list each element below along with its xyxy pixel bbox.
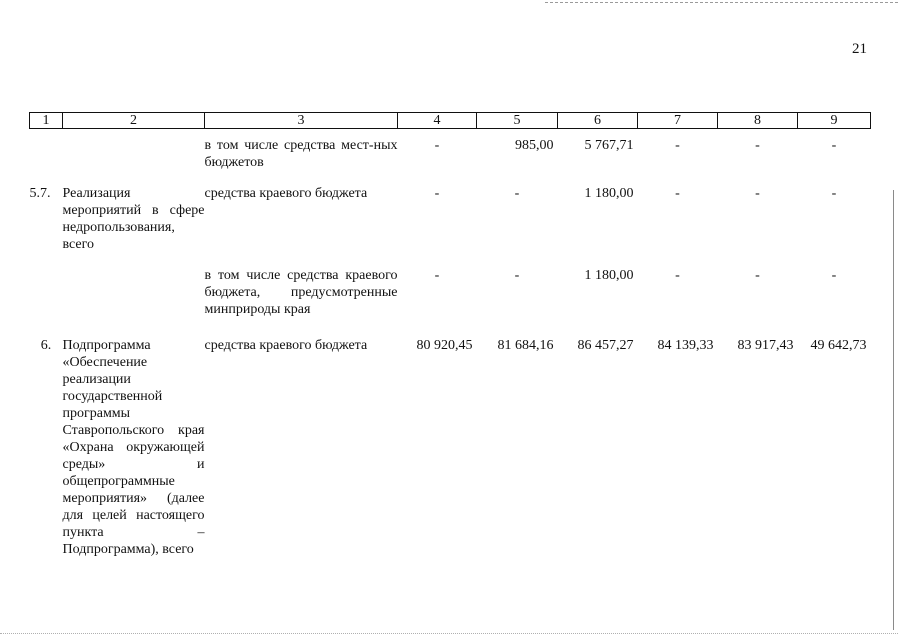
value-cell: - xyxy=(434,268,440,283)
funding-source: в том числе средства краевого бюджета, предусмотренные минприроды края xyxy=(204,268,398,317)
value-cell: - xyxy=(675,268,680,283)
column-header: 6 xyxy=(558,113,638,129)
value-cell: - xyxy=(831,268,837,283)
value-cell: 1 180,00 xyxy=(584,268,634,283)
row-name xyxy=(63,137,205,171)
value-cell: - xyxy=(434,138,440,153)
row-name xyxy=(63,267,205,318)
value-cell: 5 767,71 xyxy=(584,138,634,153)
column-header: 1 xyxy=(30,113,63,129)
row-number: 5.7. xyxy=(29,186,51,201)
table-row xyxy=(30,337,871,558)
value-cell: - xyxy=(675,186,680,201)
value-cell: - xyxy=(434,186,440,201)
scan-edge-right xyxy=(893,190,894,630)
value-cell: - xyxy=(675,138,680,153)
row-number xyxy=(30,137,63,171)
row-name: Подпрограмма «Обеспечение реализации государственной программы Ставропольского края «Охрана окружающей среды» и общепрограммные мероприятия» (далее для целей настоящего пункта – Подпрограмма), всего xyxy=(62,338,205,557)
funding-source: средства краевого бюджета xyxy=(204,186,368,201)
column-header: 9 xyxy=(798,113,871,129)
funding-source: в том числе средства мест-ных бюджетов xyxy=(204,138,398,170)
column-header: 4 xyxy=(398,113,477,129)
table-row xyxy=(30,137,871,171)
value-cell: - xyxy=(755,186,760,201)
column-number-row xyxy=(30,113,871,129)
value-cell: 49 642,73 xyxy=(810,338,867,353)
row-number xyxy=(30,267,63,318)
column-header: 3 xyxy=(205,113,398,129)
column-header: 8 xyxy=(718,113,798,129)
funding-source: средства краевого бюджета xyxy=(204,338,368,353)
table-row xyxy=(30,267,871,318)
value-cell: 83 917,43 xyxy=(737,338,794,353)
column-header: 7 xyxy=(638,113,718,129)
value-cell: - xyxy=(514,186,520,201)
scan-edge-bottom xyxy=(0,633,898,634)
value-cell: 84 139,33 xyxy=(657,338,714,353)
value-cell: 86 457,27 xyxy=(577,338,634,353)
table-row xyxy=(30,185,871,253)
row-number: 6. xyxy=(40,338,52,353)
row-name: Реализация мероприятий в сфере недропользования, всего xyxy=(62,186,205,252)
budget-table xyxy=(29,112,871,558)
value-cell: 81 684,16 xyxy=(497,338,554,353)
scan-edge-top xyxy=(545,2,898,3)
value-cell: 985,00 xyxy=(515,138,554,153)
page-number: 21 xyxy=(852,41,867,57)
value-cell: 80 920,45 xyxy=(416,338,473,353)
column-header: 2 xyxy=(63,113,205,129)
value-cell: - xyxy=(755,268,760,283)
column-header: 5 xyxy=(477,113,558,129)
value-cell: - xyxy=(514,268,520,283)
value-cell: 1 180,00 xyxy=(584,186,634,201)
value-cell: - xyxy=(755,138,760,153)
value-cell: - xyxy=(831,138,837,153)
value-cell: - xyxy=(831,186,837,201)
